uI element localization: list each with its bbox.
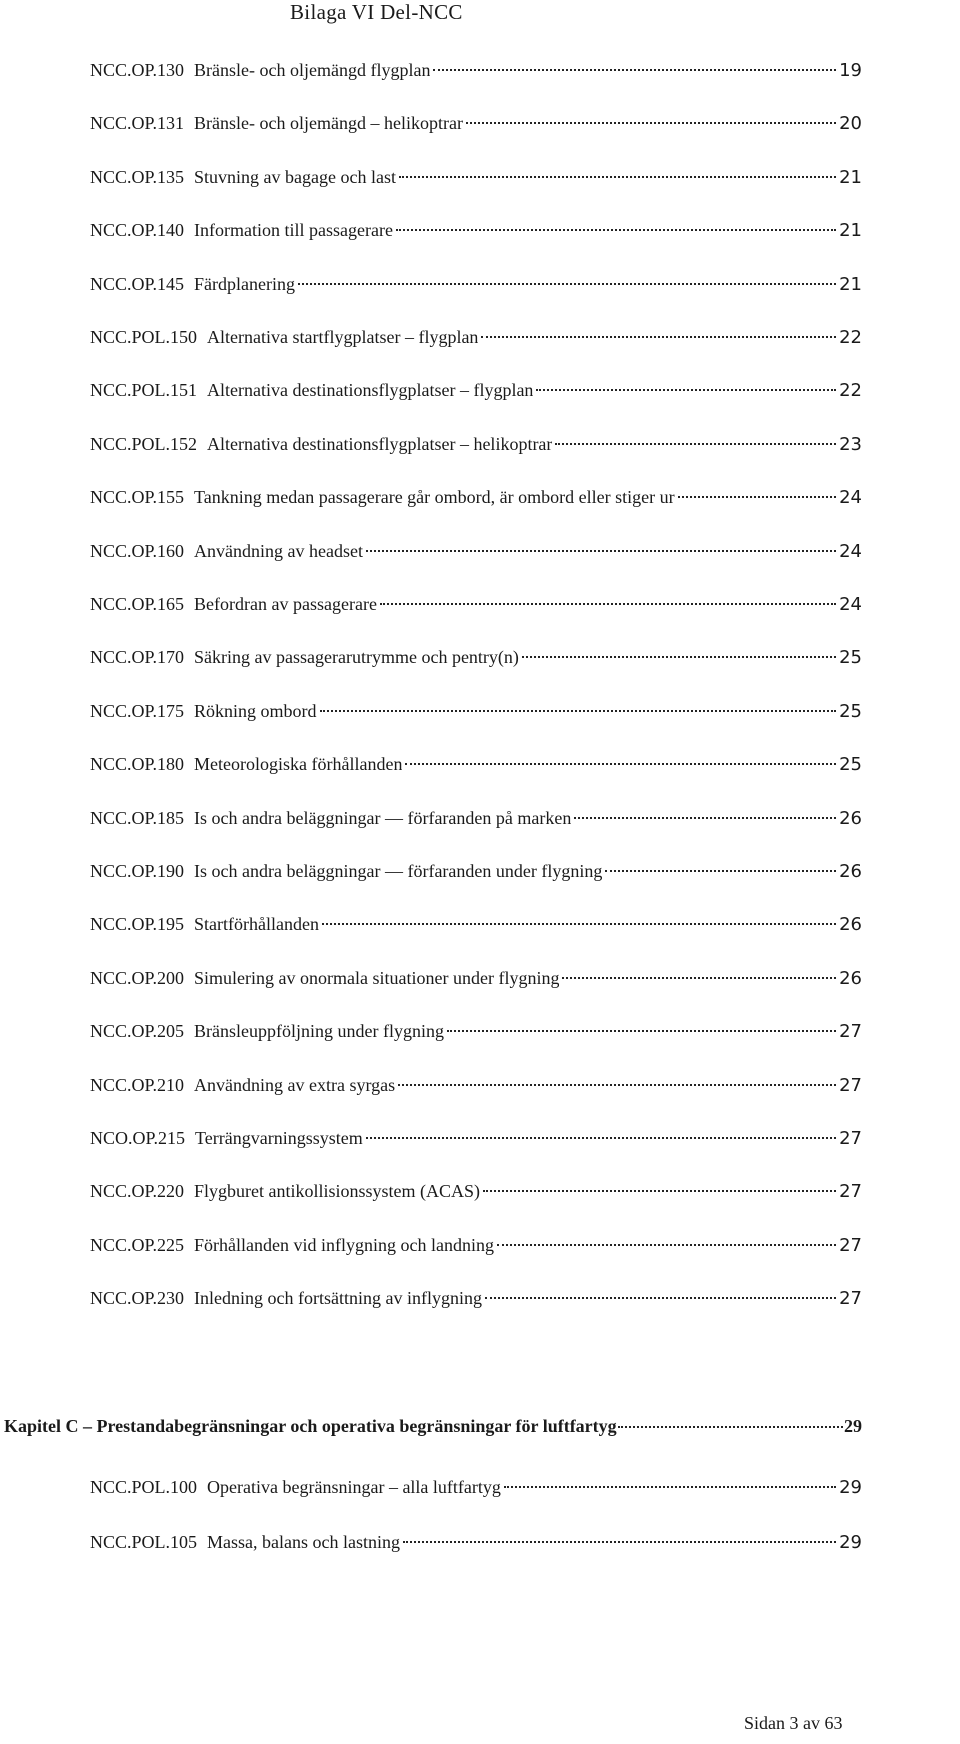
dot-leader xyxy=(605,870,836,872)
toc-entry-page-number: 27 xyxy=(839,1235,862,1256)
toc-entry[interactable] xyxy=(90,1477,862,1507)
dot-leader xyxy=(433,69,836,71)
toc-entry-code: NCC.OP.145 xyxy=(90,274,185,294)
toc-entry-code: NCC.OP.190 xyxy=(90,861,185,881)
toc-entry[interactable] xyxy=(90,701,862,731)
toc-entry-title: Rökning ombord xyxy=(194,701,317,721)
toc-entry-code: NCC.OP.230 xyxy=(90,1288,185,1308)
toc-entry-title: Massa, balans och lastning xyxy=(207,1532,400,1552)
toc-entry-title: Befordran av passagerare xyxy=(194,594,377,614)
toc-entry[interactable] xyxy=(90,1235,862,1265)
toc-entry-page-number: 27 xyxy=(839,1181,862,1202)
toc-entry-code: NCC.OP.200 xyxy=(90,968,185,988)
toc-entry-title: Startförhållanden xyxy=(194,914,319,934)
toc-entry-title: Is och andra beläggningar — förfaranden under flygning xyxy=(194,861,603,881)
dot-leader xyxy=(483,1190,836,1192)
toc-entry-code: NCC.OP.175 xyxy=(90,701,185,721)
toc-entry-title: Stuvning av bagage och last xyxy=(194,167,396,187)
toc-entry[interactable] xyxy=(90,1181,862,1211)
toc-entry-title: Information till passagerare xyxy=(194,220,393,240)
toc-entry-title: Operativa begränsningar – alla luftfartyg xyxy=(207,1477,501,1497)
dot-leader xyxy=(398,1084,836,1086)
toc-entry-code: NCC.OP.195 xyxy=(90,914,185,934)
toc-entry-code: NCC.POL.151 xyxy=(90,380,198,400)
toc-entry-code: NCC.POL.150 xyxy=(90,327,198,347)
dot-leader xyxy=(405,763,836,765)
toc-entry[interactable] xyxy=(90,434,862,464)
toc-entry-page-number: 27 xyxy=(839,1021,862,1042)
toc-entry[interactable] xyxy=(90,968,862,998)
toc-entry-code: NCC.OP.180 xyxy=(90,754,185,774)
page-header: Bilaga VI Del-NCC xyxy=(290,0,463,24)
toc-entry[interactable] xyxy=(90,1075,862,1105)
toc-chapter-heading[interactable] xyxy=(4,1416,862,1446)
toc-entry[interactable] xyxy=(90,113,862,143)
toc-entry[interactable] xyxy=(90,914,862,944)
toc-entry-code: NCC.OP.130 xyxy=(90,60,185,80)
toc-entry-title: Bränsle- och oljemängd – helikoptrar xyxy=(194,113,463,133)
toc-entry-page-number: 29 xyxy=(839,1477,862,1498)
toc-entry-title: Förhållanden vid inflygning och landning xyxy=(194,1235,494,1255)
dot-leader xyxy=(298,283,836,285)
toc-entry-page-number: 27 xyxy=(839,1288,862,1309)
toc-entry-page-number: 22 xyxy=(839,327,862,348)
toc-entry[interactable] xyxy=(90,1288,862,1318)
toc-entry[interactable] xyxy=(90,541,862,571)
toc-entry[interactable] xyxy=(90,487,862,517)
chapter-page-number: 29 xyxy=(844,1416,862,1436)
dot-leader xyxy=(504,1486,836,1488)
dot-leader xyxy=(618,1426,843,1428)
toc-entry-page-number: 29 xyxy=(839,1532,862,1553)
toc-entry-title: Alternativa startflygplatser – flygplan xyxy=(207,327,479,347)
page-footer: Sidan 3 av 63 xyxy=(744,1713,843,1733)
toc-entry[interactable] xyxy=(90,274,862,304)
toc-entry-title: Användning av headset xyxy=(194,541,363,561)
toc-entry[interactable] xyxy=(90,754,862,784)
toc-entry-title: Färdplanering xyxy=(194,274,295,294)
toc-entry-page-number: 22 xyxy=(839,380,862,401)
dot-leader xyxy=(403,1541,836,1543)
dot-leader xyxy=(562,977,836,979)
toc-entry-page-number: 24 xyxy=(839,594,862,615)
dot-leader xyxy=(574,817,836,819)
dot-leader xyxy=(678,496,836,498)
dot-leader xyxy=(320,710,837,712)
toc-entry-title: Bränsleuppföljning under flygning xyxy=(194,1021,444,1041)
toc-entry-code: NCC.POL.152 xyxy=(90,434,198,454)
toc-entry-code: NCC.OP.135 xyxy=(90,167,185,187)
toc-entry-title: Inledning och fortsättning av inflygning xyxy=(194,1288,482,1308)
dot-leader xyxy=(366,1137,836,1139)
toc-entry-page-number: 27 xyxy=(839,1075,862,1096)
toc-entry-code: NCC.OP.185 xyxy=(90,808,185,828)
toc-entry-code: NCC.OP.210 xyxy=(90,1075,185,1095)
dot-leader xyxy=(497,1244,836,1246)
dot-leader xyxy=(396,229,836,231)
toc-entry[interactable] xyxy=(90,594,862,624)
toc-entry-code: NCO.OP.215 xyxy=(90,1128,186,1148)
toc-entry[interactable] xyxy=(90,647,862,677)
toc-entry-page-number: 25 xyxy=(839,647,862,668)
dot-leader xyxy=(485,1297,836,1299)
dot-leader xyxy=(399,176,836,178)
toc-entry-page-number: 25 xyxy=(839,754,862,775)
toc-entry-code: NCC.OP.220 xyxy=(90,1181,185,1201)
toc-entry-code: NCC.OP.165 xyxy=(90,594,185,614)
toc-entry-title: Terrängvarningssystem xyxy=(195,1128,363,1148)
toc-entry-page-number: 26 xyxy=(839,914,862,935)
toc-entry-page-number: 26 xyxy=(839,861,862,882)
toc-entry[interactable] xyxy=(90,1532,862,1562)
toc-entry-page-number: 26 xyxy=(839,808,862,829)
toc-entry-title: Alternativa destinationsflygplatser – flygplan xyxy=(207,380,534,400)
toc-entry[interactable] xyxy=(90,808,862,838)
toc-entry-page-number: 26 xyxy=(839,968,862,989)
dot-leader xyxy=(380,603,836,605)
toc-entry[interactable] xyxy=(90,1128,862,1158)
toc-entry-title: Simulering av onormala situationer under flygning xyxy=(194,968,560,988)
dot-leader xyxy=(522,656,836,658)
toc-entry-title: Is och andra beläggningar — förfaranden på marken xyxy=(194,808,572,828)
dot-leader xyxy=(555,443,836,445)
toc-entry-code: NCC.OP.160 xyxy=(90,541,185,561)
toc-entry-page-number: 27 xyxy=(839,1128,862,1149)
dot-leader xyxy=(447,1030,836,1032)
toc-entry-title: Säkring av passagerarutrymme och pentry(n) xyxy=(194,647,519,667)
toc-entry-title: Bränsle- och oljemängd flygplan xyxy=(194,60,431,80)
toc-entry[interactable] xyxy=(90,380,862,410)
toc-entry-page-number: 24 xyxy=(839,487,862,508)
toc-entry-page-number: 23 xyxy=(839,434,862,455)
chapter-title: Kapitel C – Prestandabegränsningar och operativa begränsningar för luftfartyg xyxy=(4,1416,617,1436)
toc-entry-code: NCC.OP.205 xyxy=(90,1021,185,1041)
toc-entry[interactable] xyxy=(90,220,862,250)
toc-entry-code: NCC.OP.140 xyxy=(90,220,185,240)
toc-entry[interactable] xyxy=(90,167,862,197)
dot-leader xyxy=(466,122,836,124)
dot-leader xyxy=(322,923,836,925)
toc-entry-page-number: 21 xyxy=(839,274,862,295)
toc-entry-title: Tankning medan passagerare går ombord, är ombord eller stiger ur xyxy=(194,487,675,507)
toc-entry-page-number: 20 xyxy=(839,113,862,134)
toc-entry[interactable] xyxy=(90,60,862,90)
dot-leader xyxy=(366,550,836,552)
toc-entry-code: NCC.OP.131 xyxy=(90,113,185,133)
toc-entry-title: Användning av extra syrgas xyxy=(194,1075,396,1095)
toc-entry-code: NCC.POL.100 xyxy=(90,1477,198,1497)
toc-entry[interactable] xyxy=(90,327,862,357)
toc-entry-code: NCC.OP.170 xyxy=(90,647,185,667)
toc-entry-code: NCC.OP.225 xyxy=(90,1235,185,1255)
dot-leader xyxy=(481,336,836,338)
toc-entry[interactable] xyxy=(90,1021,862,1051)
toc-entry-page-number: 21 xyxy=(839,220,862,241)
toc-entry-code: NCC.OP.155 xyxy=(90,487,185,507)
dot-leader xyxy=(536,389,836,391)
toc-entry-code: NCC.POL.105 xyxy=(90,1532,198,1552)
toc-entry-title: Meteorologiska förhållanden xyxy=(194,754,403,774)
toc-entry-page-number: 19 xyxy=(839,60,862,81)
toc-entry-title: Alternativa destinationsflygplatser – helikoptrar xyxy=(207,434,553,454)
toc-entry-page-number: 25 xyxy=(839,701,862,722)
toc-entry[interactable] xyxy=(90,861,862,891)
toc-entry-page-number: 24 xyxy=(839,541,862,562)
toc-entry-title: Flygburet antikollisionssystem (ACAS) xyxy=(194,1181,481,1201)
toc-entry-page-number: 21 xyxy=(839,167,862,188)
